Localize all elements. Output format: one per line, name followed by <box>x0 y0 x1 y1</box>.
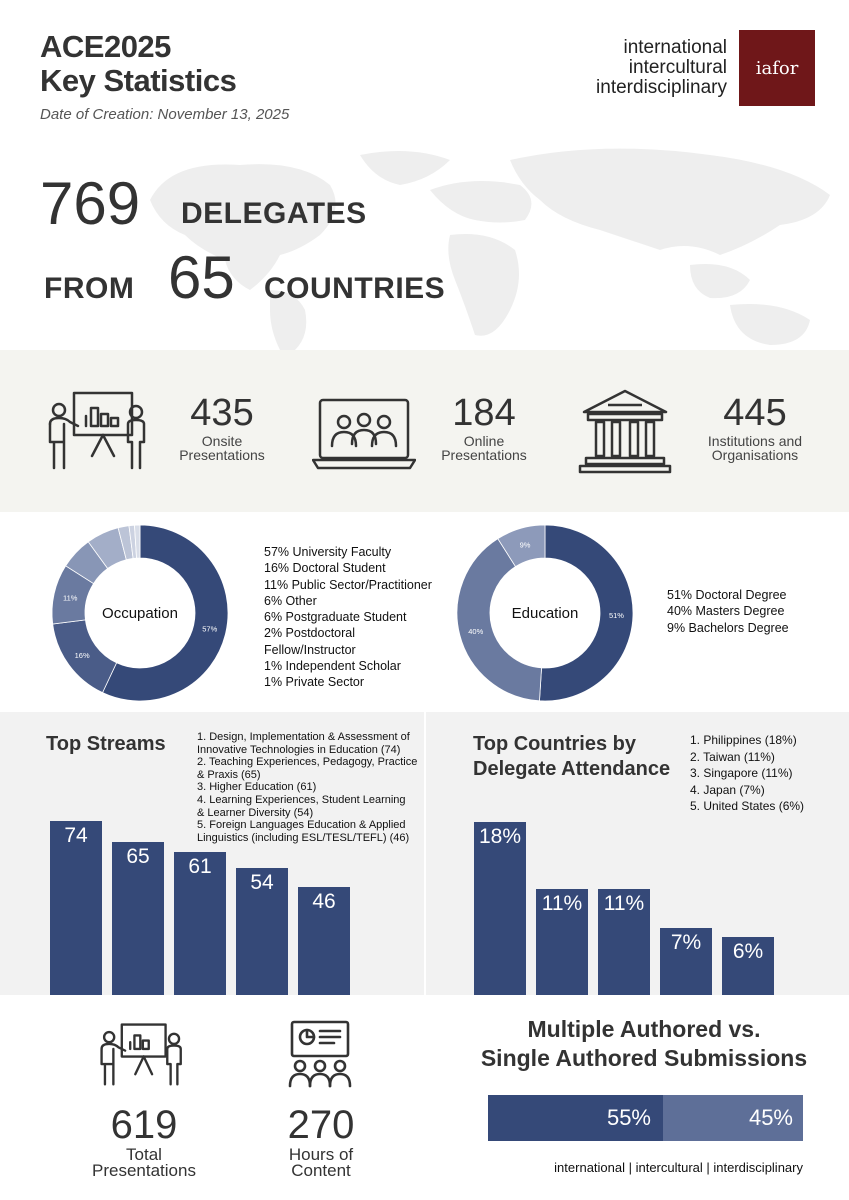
countries-bar-0 <box>474 822 526 995</box>
streams-bar-label-4: 46 <box>312 889 336 913</box>
education-slice-label-0: 51% <box>608 611 624 621</box>
institutions-label-1: Institutions and <box>707 433 803 449</box>
countries-bar-1 <box>536 889 588 995</box>
streams-bar-label-2: 61 <box>188 854 212 878</box>
education-legend-item-1: 40% Masters Degree <box>667 604 785 619</box>
top-countries-bar-chart <box>474 820 774 995</box>
occupation-legend-item-2: 11% Public Sector/Practitioner <box>264 577 432 592</box>
multiple-authored-segment: 55% <box>488 1095 663 1141</box>
total-presentations-label-1: Total <box>126 1145 162 1164</box>
streams-list-item-3: & Praxis (65) <box>197 768 261 781</box>
countries-word: COUNTRIES <box>264 272 446 305</box>
occupation-legend-item-6: Fellow/Instructor <box>264 642 356 657</box>
streams-list-item-5: 4. Learning Experiences, Student Learning <box>197 793 406 806</box>
streams-list-item-7: 5. Foreign Languages Education & Applied <box>197 819 406 832</box>
total-presentations-label-2: Presentations <box>92 1161 196 1180</box>
streams-bar-4 <box>298 887 350 995</box>
top-countries-list <box>690 732 804 815</box>
from-word: FROM <box>44 272 135 305</box>
streams-bar-label-3: 54 <box>250 871 274 895</box>
total-presentations-value: 619 <box>110 1103 178 1147</box>
occupation-legend <box>264 544 432 691</box>
institutions-label-2: Organisations <box>711 447 799 463</box>
authorship-title-line-1: Multiple Authored vs. <box>527 1016 761 1042</box>
occupation-donut-chart <box>50 523 230 703</box>
occupation-slice-label-1: 16% <box>74 651 90 661</box>
streams-list-item-0: 1. Design, Implementation & Assessment of <box>197 731 410 743</box>
onsite-presentations-value: 435 <box>190 392 254 434</box>
streams-bar-label-0: 74 <box>64 824 88 847</box>
occupation-slice-label-0: 57% <box>202 624 218 634</box>
occupation-legend-item-1: 16% Doctoral Student <box>264 561 386 576</box>
online-presentations-label-2: Presentations <box>441 447 527 463</box>
onsite-presentations-label-1: Onsite <box>201 433 243 449</box>
education-donut-chart <box>455 523 635 703</box>
online-presentations-label-1: Online <box>463 433 505 449</box>
delegates-word: DELEGATES <box>181 197 367 230</box>
education-legend-item-2: 9% Bachelors Degree <box>667 620 789 635</box>
streams-list-item-4: 3. Higher Education (61) <box>197 781 317 794</box>
countries-bar-label-2: 11% <box>603 892 645 916</box>
hours-content-label-1: Hours of <box>288 1145 354 1164</box>
top-countries-title-line-1: Top Countries by <box>473 733 636 755</box>
streams-list-item-6: & Learner Diversity (54) <box>197 806 314 819</box>
footer-tagline: international | intercultural | interdisciplinary <box>554 1160 803 1175</box>
iafor-logo: iafor <box>739 30 815 106</box>
creation-date: Date of Creation: November 13, 2025 <box>40 106 290 123</box>
countries-count: 65 <box>168 244 235 311</box>
world-map-icon <box>130 140 849 350</box>
hours-content-icon <box>282 1020 358 1088</box>
countries-bar-2 <box>598 889 650 995</box>
total-presentations-icon <box>96 1022 188 1086</box>
tagline-line-2: intercultural <box>628 57 727 78</box>
institutions-value: 445 <box>723 392 787 434</box>
countries-list-item-0: 1. Philippines (18%) <box>690 733 797 747</box>
countries-bar-4 <box>722 937 774 995</box>
page-title <box>40 30 236 98</box>
hours-content-value: 270 <box>287 1103 355 1147</box>
authorship-title <box>470 1015 818 1073</box>
header-tagline <box>596 38 727 98</box>
hours-content-label-2: Content <box>291 1161 351 1180</box>
institution-building-icon <box>578 388 672 474</box>
delegates-count: 769 <box>40 170 141 237</box>
streams-bar-label-1: 65 <box>126 845 150 869</box>
education-legend-item-0: 51% Doctoral Degree <box>667 588 787 602</box>
countries-bar-label-0: 18% <box>478 825 522 848</box>
streams-list-item-2: 2. Teaching Experiences, Pedagogy, Practice <box>197 756 418 769</box>
tagline-line-1: international <box>623 37 727 58</box>
countries-bar-label-4: 6% <box>732 940 764 964</box>
education-slice-label-1: 40% <box>468 626 484 636</box>
streams-list-item-8: Linguistics (including ESL/TESL/TEFL) (46) <box>197 831 410 844</box>
streams-bar-0 <box>50 821 102 995</box>
presenters-icon <box>44 390 152 474</box>
streams-bar-3 <box>236 868 288 995</box>
online-presentations-value: 184 <box>452 392 516 434</box>
occupation-slice-label-2: 11% <box>62 593 78 603</box>
occupation-center-label: Occupation <box>102 605 178 622</box>
education-slice-label-2: 9% <box>519 540 531 550</box>
top-streams-bar-chart <box>50 820 350 995</box>
occupation-legend-item-0: 57% University Faculty <box>264 545 392 559</box>
streams-bar-1 <box>112 842 164 995</box>
countries-list-item-4: 5. United States (6%) <box>690 799 805 813</box>
top-streams-title: Top Streams <box>46 733 166 755</box>
laptop-audience-icon <box>312 398 416 470</box>
occupation-legend-item-4: 6% Postgraduate Student <box>264 610 407 625</box>
tagline-line-3: interdisciplinary <box>596 77 727 98</box>
authorship-title-line-2: Single Authored Submissions <box>480 1045 808 1071</box>
occupation-legend-item-8: 1% Private Sector <box>264 675 365 690</box>
countries-list-item-1: 2. Taiwan (11%) <box>690 749 775 764</box>
single-authored-segment: 45% <box>663 1095 803 1141</box>
countries-list-item-2: 3. Singapore (11%) <box>690 766 793 780</box>
top-countries-title-line-2: Delegate Attendance <box>473 758 671 780</box>
streams-bar-2 <box>174 852 226 995</box>
authorship-stacked-bar <box>488 1095 803 1141</box>
countries-list-item-3: 4. Japan (7%) <box>690 782 765 797</box>
onsite-presentations-label-2: Presentations <box>179 447 265 463</box>
countries-bar-label-1: 11% <box>541 892 583 916</box>
countries-bar-label-3: 7% <box>670 930 702 954</box>
occupation-legend-item-7: 1% Independent Scholar <box>264 659 401 674</box>
occupation-legend-item-3: 6% Other <box>264 593 317 608</box>
countries-bar-3 <box>660 928 712 995</box>
occupation-legend-item-5: 2% Postdoctoral <box>264 626 356 641</box>
education-center-label: Education <box>511 605 579 622</box>
title-line-1: ACE2025 <box>40 29 171 64</box>
education-legend <box>667 587 789 636</box>
streams-list-item-1: Innovative Technologies in Education (74) <box>197 743 401 756</box>
title-line-2: Key Statistics <box>40 63 237 98</box>
top-countries-title <box>473 732 670 782</box>
